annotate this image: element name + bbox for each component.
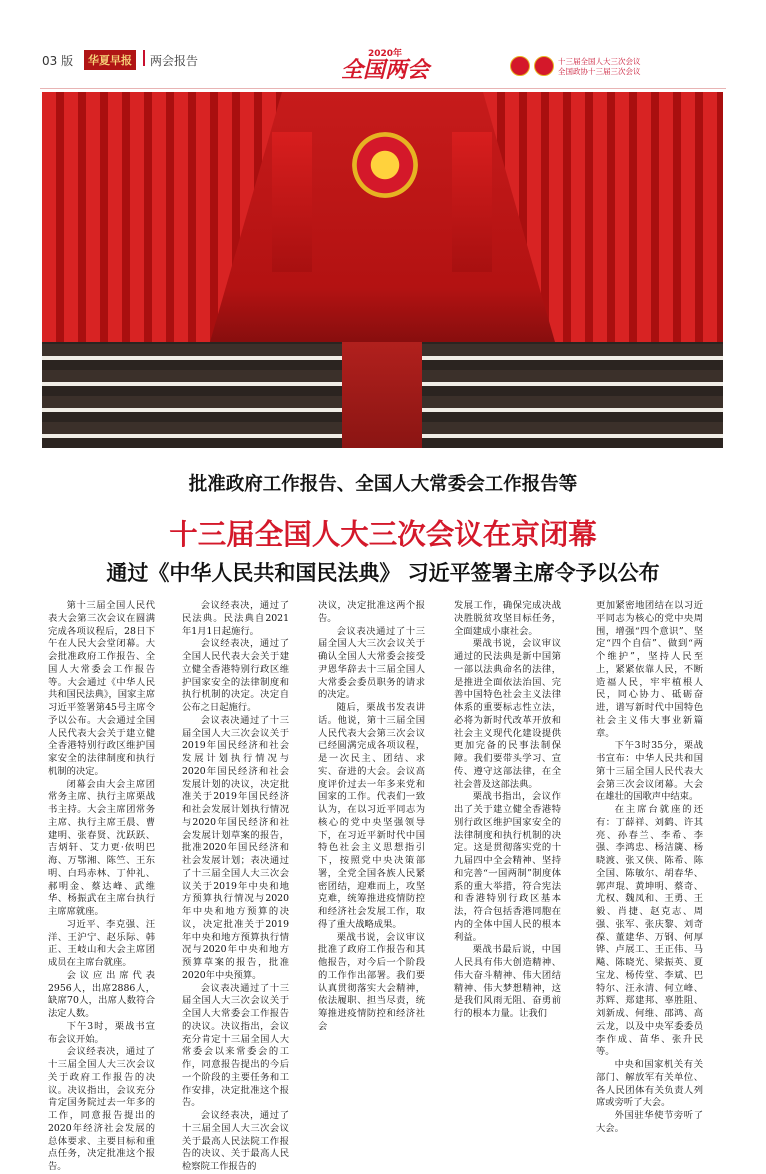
meeting-label-npc: 十三届全国人大三次会议: [558, 57, 641, 66]
national-emblem-icon: [510, 56, 530, 76]
article-headline: 十三届全国人大三次会议在京闭幕: [169, 518, 597, 551]
paragraph: 会议表决通过了十三届全国人大三次会议关于2019年国民经济和社会发展计划执行情况与2020年国民经济和社会发展计划的决议，决定批准关于2019年国民经济和社会发展计划执行情况与2020年国民经济和社会发展计划草案的报告，批准2020年国民经济和社会发展计划；表决通过了十三届全国人大三次会议关于2019年中央和地方预算执行情况与2020年中央和地方预算的决议，决定批准关于2019年中央和地方预算执行情况与2020年中央和地方预算草案的报告，批准2020年中央预算。: [182, 714, 289, 981]
red-carpet-aisle: [342, 342, 422, 448]
paragraph: 更加紧密地团结在以习近平同志为核心的党中央周围，增强“四个意识”、坚定“四个自信”、做到“两个维护”，坚持人民至上，紧紧依靠人民，不断造福人民，牢牢植根人民，同心协力、砥砺奋进，谱写新时代中国特色社会主义伟大事业新篇章。: [596, 600, 703, 739]
paragraph: 外国驻华使节旁听了大会。: [596, 1110, 703, 1134]
paragraph: 中央和国家机关有关部门、解放军有关单位、各人民团体有关负责人列席或旁听了大会。: [596, 1059, 703, 1109]
page-number: 03 版: [42, 54, 74, 68]
paragraph: 会议表决通过了十三届全国人大三次会议关于确认全国人大常委会接受尹恩华辞去十三届全国人大常委会委员职务的请求的决定。: [318, 625, 425, 701]
paragraph: 下午3时，栗战书宣布会议开始。: [48, 1020, 155, 1045]
paragraph: 栗战书最后说，中国人民具有伟大创造精神、伟大奋斗精神、伟大团结精神、伟大梦想精神，这是我们风雨无阻、奋勇前行的根本力量。让我们: [454, 944, 561, 1019]
brand-title: 全国两会: [340, 57, 429, 83]
red-flag-left: [272, 132, 312, 272]
paragraph: 在主席台就座的还有：丁薛祥、刘鹤、许其亮、孙春兰、李希、李强、李鸿忠、杨洁篪、杨晓渡、张又侠、陈希、陈全国、陈敏尔、胡春华、郭声琨、黄坤明、蔡奇、尤权、魏凤和、王勇、王毅、肖捷、赵克志、周强、张军、张庆黎、刘奇葆、董建华、万钢、何厚铧、卢展工、王正伟、马飚、陈晓光、梁振英、夏宝龙、杨传堂、李斌、巴特尔、汪永清、何立峰、苏辉、郑建邦、辜胜阻、刘新成、何维、邵鸿、高云龙，以及中央军委委员李作成、苗华、张升民等。: [596, 804, 703, 1058]
paragraph: 随后，栗战书发表讲话。他说，第十三届全国人民代表大会第三次会议已经圆满完成各项议程，是一次民主、团结、求实、奋进的大会。会议高度评价过去一年多来党和国家的工作。代表们一致认为，在以习近平同志为核心的党中央坚强领导下，在习近平新时代中国特色社会主义思想指引下，按照党中央决策部署，全党全国各族人民紧密团结，迎难而上，攻坚克难，统筹推进疫情防控和经济社会发展工作，取得了重大战略成果。: [318, 702, 425, 930]
brand-year: 2020年: [367, 49, 403, 59]
article-column-2: [182, 600, 289, 1174]
paragraph: 会议经表决，通过了十三届全国人大三次会议关于政府工作报告的决议。决议指出，会议充分肯定国务院过去一年多的工作，同意报告提出的2020年经济社会发展的总体要求、主要目标和重点任务，决定批准这个报告。: [48, 1046, 155, 1172]
article-kicker: 批准政府工作报告、全国人大常委会工作报告等: [188, 474, 578, 495]
paragraph: 发展工作，确保完成决战决胜脱贫攻坚目标任务，全面建成小康社会。: [454, 600, 561, 637]
article-column-1: [48, 600, 155, 1174]
section-name: 两会报告: [150, 54, 199, 68]
header-rule: [40, 88, 726, 89]
article-subhead: 通过《中华人民共和国民法典》 习近平签署主席令予以公布: [106, 561, 660, 585]
stage-emblem-icon: [352, 132, 418, 198]
page-header: [0, 0, 766, 92]
session-hall-photo: [42, 92, 723, 448]
paragraph: 下午3时35分，栗战书宣布：中华人民共和国第十三届全国人民代表大会第三次会议闭幕。大会在雄壮的国歌声中结束。: [596, 740, 703, 803]
meeting-labels: [558, 57, 641, 77]
brand-mark: [300, 46, 470, 81]
paragraph: 栗战书指出，会议作出了关于建立健全香港特别行政区维护国家安全的法律制度和执行机制的决定。这是贯彻落实党的十九届四中全会精神、坚持和完善“一国两制”制度体系的重大举措，符合宪法和香港特别行政区基本法，符合包括香港同胞在内的全体中国人民的根本利益。: [454, 791, 561, 943]
article-column-5: [596, 600, 703, 1136]
meeting-label-cppcc: 全国政协十三届三次会议: [558, 67, 641, 76]
red-flag-right: [452, 132, 492, 272]
paragraph: 会议应出席代表2956人，出席2886人，缺席70人，出席人数符合法定人数。: [48, 969, 155, 1019]
paragraph: 会议表决通过了十三届全国人大三次会议关于全国人大常委会工作报告的决议。决议指出，会议充分肯定十三届全国人大常委会以来常委会的工作，同意报告提出的今后一个阶段的主要任务和工作安排，决定批准这个报告。: [182, 982, 289, 1109]
paragraph: 决议，决定批准这两个报告。: [318, 600, 425, 624]
paragraph: 闭幕会由大会主席团常务主席、执行主席栗战书主持。大会主席团常务主席、执行主席王晨、曹建明、张春贤、沈跃跃、吉炳轩、艾力更·依明巴海、万鄂湘、陈竺、王东明、白玛赤林、丁仲礼、郝明金、蔡达峰、武维华、杨振武在主席台执行主席席就座。: [48, 778, 155, 917]
divider-mark: [143, 50, 145, 66]
paragraph: 会议经表决，通过了民法典。民法典自2021年1月1日起施行。: [182, 600, 289, 637]
paragraph: 会议经表决，通过了十三届全国人大三次会议关于最高人民法院工作报告的决议、关于最高人民检察院工作报告的: [182, 1110, 289, 1172]
paragraph: 习近平、李克强、汪洋、王沪宁、赵乐际、韩正、王岐山和大会主席团成员在主席台就座。: [48, 918, 155, 968]
newspaper-logo: 华夏早报: [84, 50, 136, 70]
paragraph: 栗战书说，会议审议批准了政府工作报告和其他报告，对今后一个阶段的工作作出部署。我们要认真贯彻落实大会精神，依法履职、担当尽责，统筹推进疫情防控和经济社会: [318, 931, 425, 1032]
cppcc-emblem-icon: [534, 56, 554, 76]
left-curtain: [42, 92, 282, 342]
paragraph: 第十三届全国人民代表大会第三次会议在圆满完成各项议程后，28日下午在人民大会堂闭幕。大会批准政府工作报告、全国人大常委会工作报告等。大会通过《中华人民共和国民法典》，国家主席习近平签署第45号主席令予以公布。大会通过全国人民代表大会关于建立健全香港特别行政区维护国家安全的法律制度和执行机制的决定。: [48, 600, 155, 777]
article-column-4: [454, 600, 561, 1021]
paragraph: 会议经表决，通过了全国人民代表大会关于建立健全香港特别行政区维护国家安全的法律制度和执行机制的决定。决定自公布之日起施行。: [182, 638, 289, 713]
right-curtain: [483, 92, 723, 342]
paragraph: 栗战书说，会议审议通过的民法典是新中国第一部以法典命名的法律，是推进全面依法治国、完善中国特色社会主义法律体系的重要标志性立法，必将为新时代改革开放和社会主义现代化建设提供更加完备的民事法制保障。我们要带头学习、宣传、遵守这部法律，在全社会普及这部法典。: [454, 638, 561, 790]
article-column-3: [318, 600, 425, 1034]
